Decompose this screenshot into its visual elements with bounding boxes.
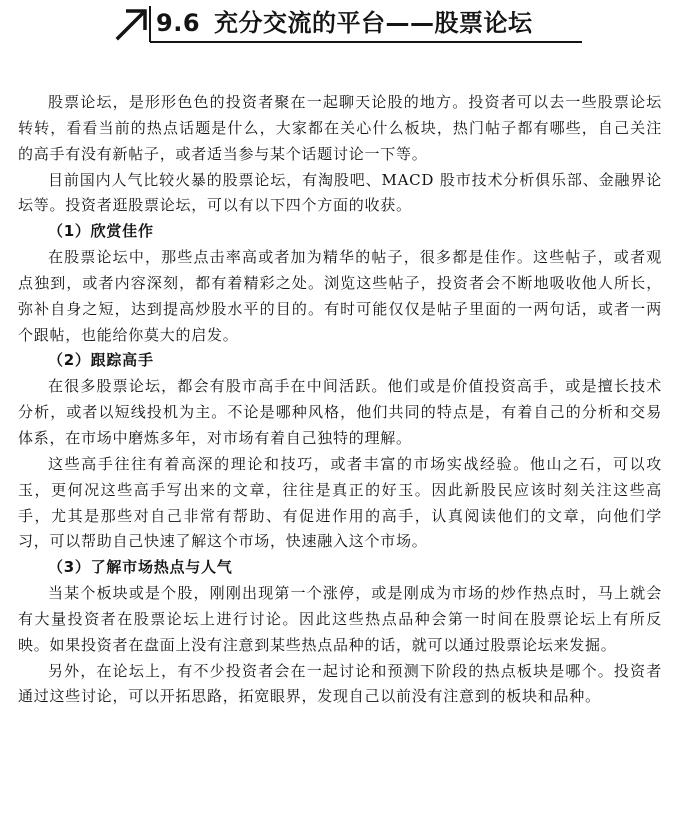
paragraph-forecast: 另外，在论坛上，有不少投资者会在一起讨论和预测下阶段的热点板块是哪个。投资者通过这些讨论，可以开拓思路，拓宽眼界，发现自己以前没有注意到的板块和品种。 <box>18 661 662 706</box>
section-title-text: 充分交流的平台——股票论坛 <box>214 9 533 37</box>
subheading-appreciate: （1）欣赏佳作 <box>48 222 154 241</box>
paragraph-forums-list: 目前国内人气比较火暴的股票论坛，有淘股吧、MACD 股市技术分析俱乐部、金融界论坛等。投资者逛股票论坛，可以有以下四个方面的收获。 <box>18 170 662 215</box>
subheading-market-hotspots: （3）了解市场热点与人气 <box>48 558 233 577</box>
article-body <box>18 90 662 710</box>
section-number: 9.6 <box>156 9 201 37</box>
arrow-icon <box>112 4 156 44</box>
section-header <box>112 4 582 44</box>
paragraph-experts-learn: 这些高手往往有着高深的理论和技巧，或者丰富的市场实战经验。他山之石，可以攻玉，更何况这些高手写出来的文章，往往是真正的好玉。因此新股民应该时刻关注这些高手，尤其是那些对自己非常有帮助、有促进作用的高手，认真阅读他们的文章，向他们学习，可以帮助自己快速了解这个市场，快速融入这个市场。 <box>18 454 662 551</box>
paragraph-appreciate: 在股票论坛中，那些点击率高或者加为精华的帖子，很多都是佳作。这些帖子，或者观点独到，或者内容深刻，都有着精彩之处。浏览这些帖子，投资者会不断地吸收他人所长，弥补自身之短，达到提高炒股水平的目的。有时可能仅仅是帖子里面的一两句话，或者一两个跟帖，也能给你莫大的启发。 <box>18 248 662 344</box>
title-underline <box>150 41 582 43</box>
section-title <box>156 8 533 38</box>
paragraph-track-experts: 在很多股票论坛，都会有股市高手在中间活跃。他们或是价值投资高手，或是擅长技术分析，或者以短线投机为主。不论是哪种风格，他们共同的特点是，有着自己的分析和交易体系，在市场中磨炼多年，对市场有着自己独特的理解。 <box>18 377 662 447</box>
paragraph-market-hotspots: 当某个板块或是个股，刚刚出现第一个涨停，或是刚成为市场的炒作热点时，马上就会有大量投资者在股票论坛上进行讨论。因此这些热点品种会第一时间在股票论坛上有所反映。如果投资者在盘面上没有注意到某些热点品种的话，就可以通过股票论坛来发掘。 <box>18 584 662 654</box>
subheading-track-experts: （2）跟踪高手 <box>48 351 154 370</box>
paragraph-intro: 股票论坛，是形形色色的投资者聚在一起聊天论股的地方。投资者可以去一些股票论坛转转，看看当前的热点话题是什么，大家都在关心什么板块，热门帖子都有哪些，自己关注的高手有没有新帖子，或者适当参与某个话题讨论一下等。 <box>18 93 662 163</box>
